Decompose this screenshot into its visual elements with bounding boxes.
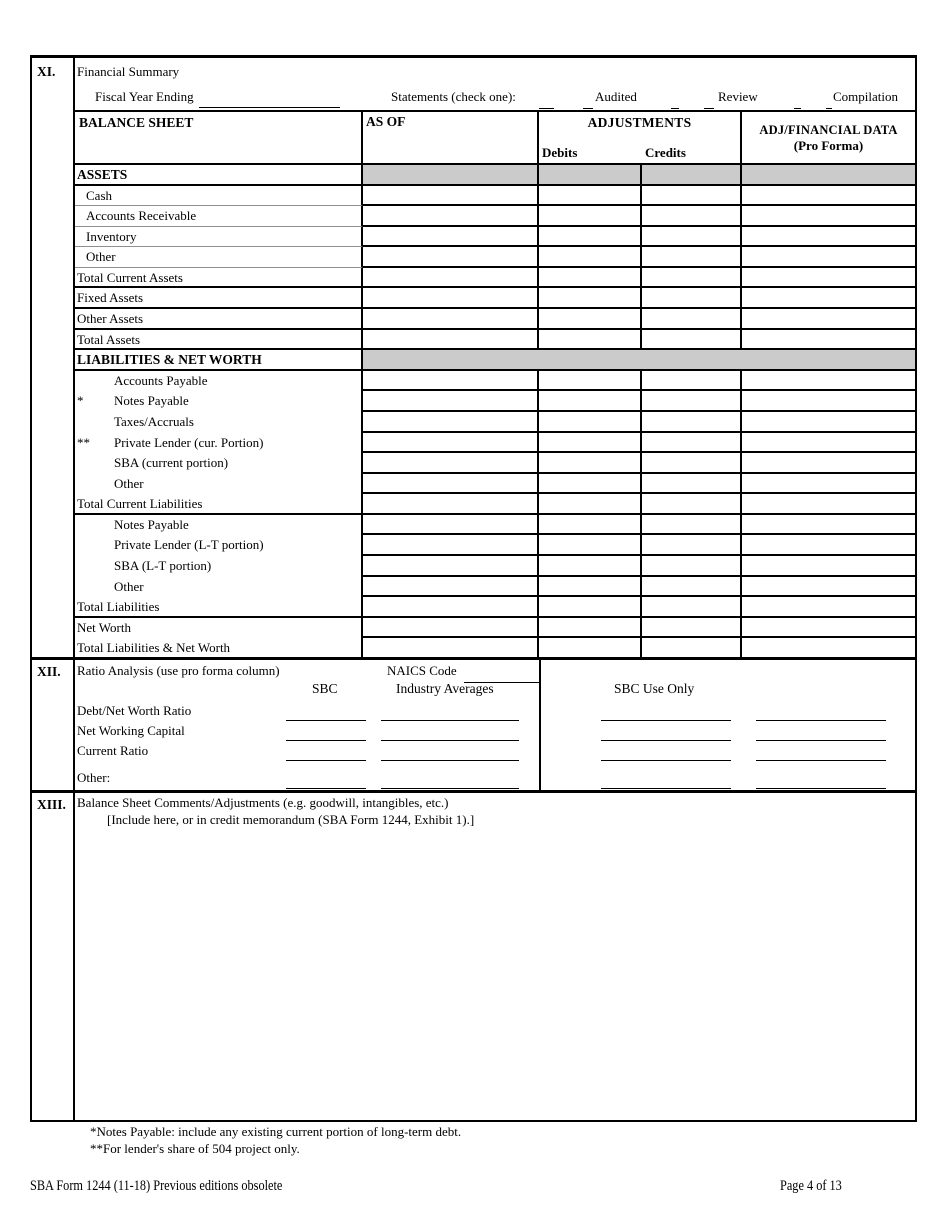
cell-credits[interactable] bbox=[642, 638, 742, 659]
cell-as-of[interactable] bbox=[363, 453, 539, 474]
row-label: Other Assets bbox=[75, 309, 363, 330]
cell-as-of[interactable] bbox=[363, 288, 539, 309]
section-shaded-bar bbox=[363, 350, 915, 371]
cell-credits[interactable] bbox=[642, 577, 742, 598]
cell-pro-forma[interactable] bbox=[742, 186, 915, 207]
sbc-column-header: SBC bbox=[312, 681, 338, 696]
cell-debits[interactable] bbox=[539, 330, 642, 351]
row-label: Accounts Payable bbox=[75, 371, 363, 392]
row-label: Private Lender (L-T portion) bbox=[75, 535, 363, 556]
row-label: Total Current Liabilities bbox=[75, 494, 363, 515]
cell-as-of[interactable] bbox=[363, 494, 539, 515]
fiscal-year-label: Fiscal Year Ending bbox=[95, 89, 194, 104]
cell-debits[interactable] bbox=[539, 515, 642, 536]
cell-as-of[interactable] bbox=[363, 535, 539, 556]
ratio-sbc-input-line[interactable] bbox=[286, 726, 366, 741]
cell-credits[interactable] bbox=[642, 247, 742, 268]
cell-debits[interactable] bbox=[539, 391, 642, 412]
statement-option-review: Review bbox=[718, 89, 758, 104]
cell-as-of[interactable] bbox=[363, 309, 539, 330]
statement-option-audited: Audited bbox=[595, 89, 637, 104]
ratio-analysis-title: Ratio Analysis (use pro forma column) bbox=[77, 663, 280, 678]
ratio-industry-input-line[interactable] bbox=[381, 726, 519, 741]
row-label: Total Liabilities & Net Worth bbox=[75, 638, 363, 659]
cell-debits[interactable] bbox=[539, 247, 642, 268]
cell-pro-forma[interactable] bbox=[742, 597, 915, 618]
cell-credits[interactable] bbox=[642, 453, 742, 474]
statements-label: Statements (check one): bbox=[391, 89, 516, 104]
cell-pro-forma[interactable] bbox=[742, 453, 915, 474]
cell-credits[interactable] bbox=[642, 433, 742, 454]
section-divider bbox=[32, 657, 915, 660]
cell-as-of[interactable] bbox=[363, 556, 539, 577]
cell-pro-forma[interactable] bbox=[742, 309, 915, 330]
ratio-sbc-input-line[interactable] bbox=[286, 746, 366, 761]
cell-pro-forma[interactable] bbox=[742, 412, 915, 433]
cell-credits[interactable] bbox=[642, 288, 742, 309]
sbc-use-only-input-line[interactable] bbox=[601, 774, 731, 789]
row-label: SBA (L-T portion) bbox=[75, 556, 363, 577]
review-checkbox-blank[interactable] bbox=[671, 94, 679, 109]
header-as-of: AS OF bbox=[363, 112, 539, 165]
ratio-row-label: Debt/Net Worth Ratio bbox=[77, 703, 192, 718]
cell-as-of[interactable] bbox=[363, 597, 539, 618]
cell-pro-forma[interactable] bbox=[742, 268, 915, 289]
sbc-use-only-header: SBC Use Only bbox=[614, 681, 695, 696]
row-label: ASSETS bbox=[75, 165, 363, 186]
cell-debits[interactable] bbox=[539, 494, 642, 515]
cell-credits bbox=[642, 165, 742, 186]
row-label: * Notes Payable bbox=[75, 391, 363, 412]
cell-pro-forma[interactable] bbox=[742, 206, 915, 227]
cell-pro-forma[interactable] bbox=[742, 474, 915, 495]
cell-credits[interactable] bbox=[642, 535, 742, 556]
row-label: Other bbox=[75, 474, 363, 495]
cell-credits[interactable] bbox=[642, 206, 742, 227]
page-number: Page 4 of 13 bbox=[780, 1178, 842, 1194]
balance-sheet-table bbox=[75, 110, 915, 659]
row-label: Cash bbox=[75, 186, 363, 207]
row-label: Other bbox=[75, 247, 363, 268]
fiscal-year-input-line[interactable] bbox=[199, 90, 340, 108]
section-number-column bbox=[32, 58, 75, 1120]
cell-debits[interactable] bbox=[539, 371, 642, 392]
row-label: Total Assets bbox=[75, 330, 363, 351]
cell-debits[interactable] bbox=[539, 618, 642, 639]
cell-credits[interactable] bbox=[642, 186, 742, 207]
compilation-checkbox-blank[interactable] bbox=[826, 100, 832, 109]
cell-as-of[interactable] bbox=[363, 186, 539, 207]
section-number-xiii: XIII. bbox=[37, 797, 66, 812]
comments-title: Balance Sheet Comments/Adjustments (e.g. goodwill, intangibles, etc.) bbox=[77, 795, 449, 810]
cell-pro-forma[interactable] bbox=[742, 515, 915, 536]
section-number-xi: XI. bbox=[37, 64, 56, 79]
row-label: Net Worth bbox=[75, 618, 363, 639]
cell-debits[interactable] bbox=[539, 288, 642, 309]
ratio-row-label: Net Working Capital bbox=[77, 723, 185, 738]
industry-averages-header: Industry Averages bbox=[396, 681, 494, 696]
cell-debits[interactable] bbox=[539, 227, 642, 248]
section-number-xii: XII. bbox=[37, 664, 61, 679]
cell-as-of[interactable] bbox=[363, 247, 539, 268]
cell-as-of[interactable] bbox=[363, 638, 539, 659]
financial-summary-title: Financial Summary bbox=[77, 64, 180, 79]
ratio-row-label: Current Ratio bbox=[77, 743, 149, 758]
cell-as-of[interactable] bbox=[363, 371, 539, 392]
cell-as-of[interactable] bbox=[363, 474, 539, 495]
audited-checkbox-blank[interactable] bbox=[583, 94, 593, 109]
cell-as-of[interactable] bbox=[363, 515, 539, 536]
row-label: Fixed Assets bbox=[75, 288, 363, 309]
comments-area[interactable] bbox=[75, 833, 915, 1120]
cell-debits bbox=[539, 165, 642, 186]
row-label: SBA (current portion) bbox=[75, 453, 363, 474]
cell-pro-forma[interactable] bbox=[742, 371, 915, 392]
cell-as-of[interactable] bbox=[363, 391, 539, 412]
header-credits: Credits bbox=[645, 145, 686, 160]
cell-pro-forma[interactable] bbox=[742, 433, 915, 454]
compilation-checkbox-blank[interactable] bbox=[794, 94, 801, 109]
header-debits: Debits bbox=[542, 145, 578, 160]
cell-credits[interactable] bbox=[642, 371, 742, 392]
cell-credits[interactable] bbox=[642, 494, 742, 515]
footnote-marker: ** bbox=[77, 434, 90, 450]
cell-debits[interactable] bbox=[539, 556, 642, 577]
row-label: Taxes/Accruals bbox=[75, 412, 363, 433]
cell-pro-forma[interactable] bbox=[742, 638, 915, 659]
cell-as-of[interactable] bbox=[363, 206, 539, 227]
cell-credits[interactable] bbox=[642, 474, 742, 495]
ratio-industry-input-line[interactable] bbox=[381, 774, 519, 789]
cell-debits[interactable] bbox=[539, 206, 642, 227]
sbc-use-only-input-line[interactable] bbox=[756, 746, 886, 761]
cell-pro-forma[interactable] bbox=[742, 330, 915, 351]
cell-debits[interactable] bbox=[539, 453, 642, 474]
row-label: Total Liabilities bbox=[75, 597, 363, 618]
cell-pro-forma[interactable] bbox=[742, 391, 915, 412]
cell-as-of[interactable] bbox=[363, 227, 539, 248]
row-label: LIABILITIES & NET WORTH bbox=[75, 350, 363, 371]
form-id-footer: SBA Form 1244 (11-18) Previous editions obsolete bbox=[30, 1178, 283, 1194]
cell-as-of[interactable] bbox=[363, 412, 539, 433]
sbc-use-only-input-line[interactable] bbox=[756, 706, 886, 721]
cell-pro-forma[interactable] bbox=[742, 618, 915, 639]
cell-as-of[interactable] bbox=[363, 330, 539, 351]
cell-pro-forma[interactable] bbox=[742, 577, 915, 598]
cell-credits[interactable] bbox=[642, 268, 742, 289]
footnote-lender-share: **For lender's share of 504 project only. bbox=[90, 1141, 300, 1156]
comments-subtitle: [Include here, or in credit memorandum (SBA Form 1244, Exhibit 1).] bbox=[107, 812, 475, 827]
ratio-industry-input-line[interactable] bbox=[381, 746, 519, 761]
sbc-use-only-input-line[interactable] bbox=[601, 706, 731, 721]
cell-debits[interactable] bbox=[539, 433, 642, 454]
cell-debits[interactable] bbox=[539, 638, 642, 659]
ratio-sbc-input-line[interactable] bbox=[286, 774, 366, 789]
row-label: Total Current Assets bbox=[75, 268, 363, 289]
header-adj-financial-data: ADJ/FINANCIAL DATA (Pro Forma) bbox=[742, 112, 915, 165]
cell-debits[interactable] bbox=[539, 535, 642, 556]
audited-checkbox-blank[interactable] bbox=[539, 94, 554, 109]
cell-credits[interactable] bbox=[642, 309, 742, 330]
sbc-use-only-separator bbox=[539, 660, 541, 790]
section-divider bbox=[32, 790, 915, 793]
row-label: Inventory bbox=[75, 227, 363, 248]
cell-credits[interactable] bbox=[642, 556, 742, 577]
cell-credits[interactable] bbox=[642, 618, 742, 639]
cell-as-of[interactable] bbox=[363, 577, 539, 598]
cell-credits[interactable] bbox=[642, 330, 742, 351]
footnote-notes-payable: *Notes Payable: include any existing current portion of long-term debt. bbox=[90, 1124, 462, 1139]
cell-pro-forma[interactable] bbox=[742, 227, 915, 248]
cell-pro-forma[interactable] bbox=[742, 556, 915, 577]
sbc-use-only-input-line[interactable] bbox=[756, 726, 886, 741]
cell-debits[interactable] bbox=[539, 577, 642, 598]
row-label: Accounts Receivable bbox=[75, 206, 363, 227]
cell-credits[interactable] bbox=[642, 597, 742, 618]
cell-debits[interactable] bbox=[539, 412, 642, 433]
review-checkbox-blank[interactable] bbox=[704, 94, 714, 109]
cell-pro-forma bbox=[742, 165, 915, 186]
cell-as-of[interactable] bbox=[363, 268, 539, 289]
cell-credits[interactable] bbox=[642, 227, 742, 248]
cell-debits[interactable] bbox=[539, 309, 642, 330]
ratio-sbc-input-line[interactable] bbox=[286, 706, 366, 721]
cell-pro-forma[interactable] bbox=[742, 247, 915, 268]
footnote-marker: * bbox=[77, 393, 84, 409]
cell-as-of[interactable] bbox=[363, 618, 539, 639]
cell-pro-forma[interactable] bbox=[742, 494, 915, 515]
cell-as-of[interactable] bbox=[363, 433, 539, 454]
naics-code-label: NAICS Code bbox=[387, 663, 457, 678]
cell-debits[interactable] bbox=[539, 474, 642, 495]
row-label: ** Private Lender (cur. Portion) bbox=[75, 433, 363, 454]
row-label: Notes Payable bbox=[75, 515, 363, 536]
cell-debits[interactable] bbox=[539, 597, 642, 618]
ratio-row-label: Other: bbox=[77, 770, 111, 785]
cell-credits[interactable] bbox=[642, 391, 742, 412]
cell-credits[interactable] bbox=[642, 412, 742, 433]
header-adjustments: ADJUSTMENTS Debits Credits bbox=[539, 112, 742, 165]
cell-debits[interactable] bbox=[539, 268, 642, 289]
cell-credits[interactable] bbox=[642, 515, 742, 536]
cell-pro-forma[interactable] bbox=[742, 288, 915, 309]
cell-pro-forma[interactable] bbox=[742, 535, 915, 556]
statement-option-compilation: Compilation bbox=[833, 89, 898, 104]
row-label: Other bbox=[75, 577, 363, 598]
ratio-industry-input-line[interactable] bbox=[381, 706, 519, 721]
form-page-box bbox=[30, 55, 917, 1122]
sbc-use-only-input-line[interactable] bbox=[601, 726, 731, 741]
cell-as-of bbox=[363, 165, 539, 186]
sbc-use-only-input-line[interactable] bbox=[756, 774, 886, 789]
header-balance-sheet: BALANCE SHEET bbox=[75, 112, 363, 165]
sbc-use-only-input-line[interactable] bbox=[601, 746, 731, 761]
cell-debits[interactable] bbox=[539, 186, 642, 207]
